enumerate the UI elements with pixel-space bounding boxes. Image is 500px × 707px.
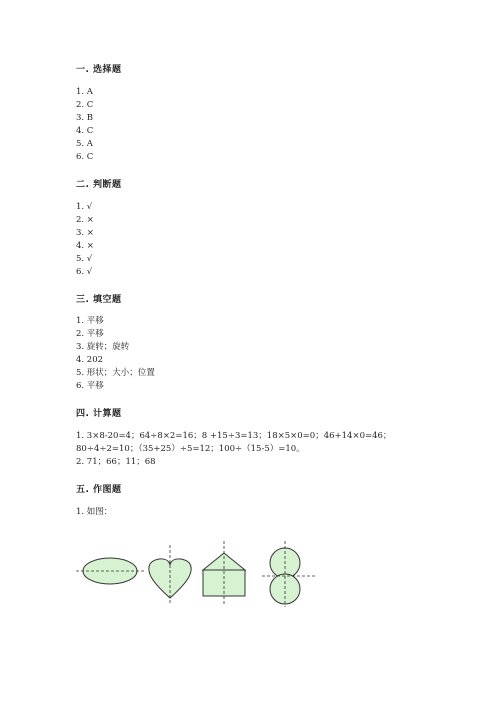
answer-line: 2. C xyxy=(76,100,94,110)
answer-line: 1. 平移 xyxy=(76,316,104,326)
house-figure xyxy=(203,541,245,605)
answer-line: 3. 旋转；旋转 xyxy=(76,342,130,352)
ellipse-figure xyxy=(76,558,144,584)
answer-line: 2. 71；66；11；68 xyxy=(76,457,156,467)
answer-line: 1. A xyxy=(76,87,93,97)
double-circle-figure xyxy=(262,541,315,607)
answer-line: 1. √ xyxy=(76,202,93,212)
answer-line: 6. √ xyxy=(76,267,93,277)
answer-line: 4. 202 xyxy=(76,355,104,365)
answer-line: 3. × xyxy=(76,228,94,238)
answer-line: 4. × xyxy=(76,241,94,251)
section-title-fill: 三. 填空题 xyxy=(76,295,122,305)
answer-line: 2. × xyxy=(76,215,94,225)
answer-line: 2. 平移 xyxy=(76,329,104,339)
answer-line: 3. B xyxy=(76,113,94,123)
answer-line: 1. 3×8-20=4；64÷8×2=16；8 +15÷3=13；18×5×0=0；46+14×0=46； xyxy=(76,431,392,441)
heart-figure xyxy=(149,545,191,605)
section-title-calc: 四. 计算题 xyxy=(76,409,122,419)
answer-line: 5. √ xyxy=(76,254,93,264)
section-title-choice: 一. 选择题 xyxy=(76,65,122,75)
answer-line: 5. 形状；大小；位置 xyxy=(76,368,155,378)
answer-line: 1. 如图： xyxy=(76,507,113,517)
answer-line: 6. C xyxy=(76,152,94,162)
answer-line: 6. 平移 xyxy=(76,381,104,391)
section-title-draw: 五. 作图题 xyxy=(76,485,122,495)
answer-line: 80÷4÷2=10；（35+25）÷5=12；100÷（15-5）=10。 xyxy=(76,444,305,454)
answer-line: 5. A xyxy=(76,139,93,149)
section-title-judge: 二. 判断题 xyxy=(76,180,122,190)
symmetry-figures xyxy=(70,535,330,610)
answer-line: 4. C xyxy=(76,126,94,136)
